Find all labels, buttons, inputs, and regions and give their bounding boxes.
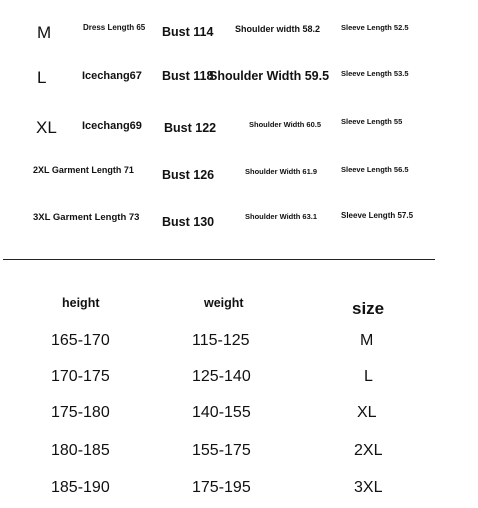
size-label: XL (36, 118, 57, 137)
weight-range: 175-195 (192, 479, 251, 496)
weight-range: 155-175 (192, 442, 251, 459)
size-value: 3XL (354, 479, 383, 496)
shoulder-width: Shoulder Width 59.5 (209, 69, 330, 83)
bust-value: Bust 130 (162, 215, 215, 229)
weight-header: weight (204, 296, 244, 310)
garment-length: 2XL Garment Length 71 (33, 165, 134, 175)
size-value: M (360, 332, 374, 349)
bust-value: Bust 114 (162, 25, 214, 39)
garment-length: Icechang69 (82, 120, 142, 132)
section-divider (3, 259, 435, 260)
weight-range: 140-155 (192, 404, 251, 421)
shoulder-width: Shoulder Width 61.9 (245, 167, 318, 176)
sleeve-length: Sleeve Length 56.5 (341, 165, 409, 174)
size-value: L (364, 368, 373, 385)
height-range: 170-175 (51, 368, 110, 385)
shoulder-width: Shoulder Width 63.1 (245, 212, 318, 221)
size-header: size (352, 299, 385, 318)
shoulder-width: Shoulder width 58.2 (235, 24, 321, 34)
bust-value: Bust 118 (162, 69, 214, 83)
height-range: 185-190 (51, 479, 110, 496)
bust-value: Bust 122 (164, 121, 217, 135)
height-range: 180-185 (51, 442, 110, 459)
sleeve-length: Sleeve Length 57.5 (341, 211, 414, 220)
bust-value: Bust 126 (162, 168, 215, 182)
size-value: 2XL (354, 442, 383, 459)
height-range: 165-170 (51, 332, 110, 349)
size-label: L (37, 68, 47, 87)
garment-length: 3XL Garment Length 73 (33, 212, 140, 223)
size-label: M (37, 23, 52, 42)
height-range: 175-180 (51, 404, 110, 421)
weight-range: 125-140 (192, 368, 251, 385)
sleeve-length: Sleeve Length 55 (341, 117, 403, 126)
dress-length: Dress Length 65 (83, 23, 146, 32)
garment-length: Icechang67 (82, 70, 142, 82)
size-value: XL (357, 404, 377, 421)
weight-range: 115-125 (192, 332, 250, 349)
shoulder-width: Shoulder Width 60.5 (249, 120, 322, 129)
sleeve-length: Sleeve Length 53.5 (341, 69, 409, 78)
sleeve-length: Sleeve Length 52.5 (341, 23, 409, 32)
height-header: height (62, 296, 100, 310)
